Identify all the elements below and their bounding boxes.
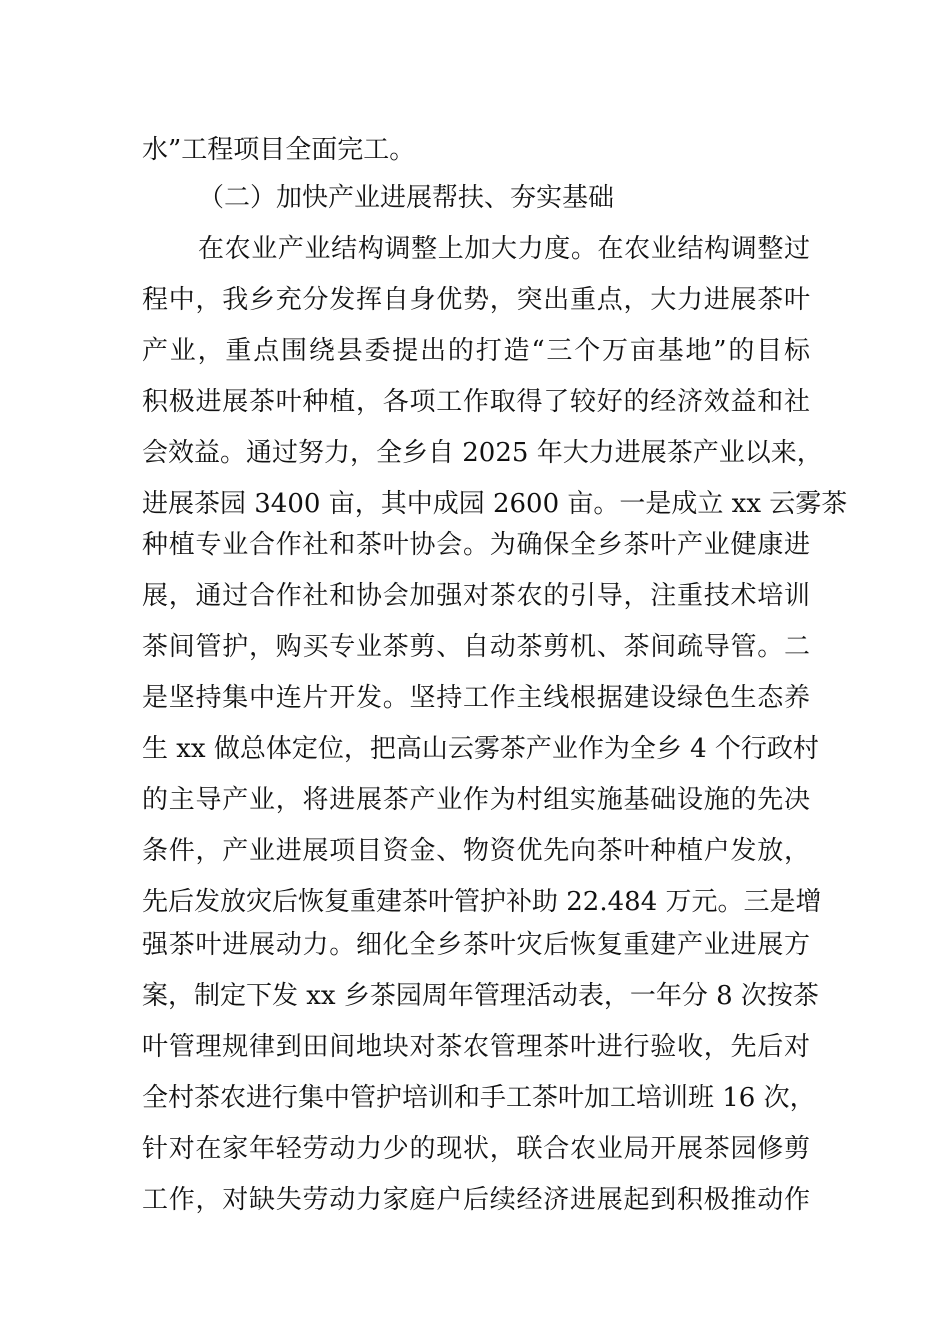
text-line: 先后发放灾后恢复重建茶叶管护补助 22.484 万元。三是增: [142, 887, 822, 917]
text-line: 工作，对缺失劳动力家庭户后续经济进展起到积极推动作: [142, 1185, 810, 1215]
text-line: 会效益。通过努力，全乡自 2025 年大力进展茶产业以来，: [142, 438, 823, 468]
text-line: 程中，我乡充分发挥自身优势，突出重点，大力进展茶叶: [142, 285, 810, 315]
text-line: 产业，重点围绕县委提出的打造“三个万亩基地”的目标: [142, 336, 810, 366]
text-line: 针对在家年轻劳动力少的现状，联合农业局开展茶园修剪: [142, 1134, 810, 1164]
text-line: 是坚持集中连片开发。坚持工作主线根据建设绿色生态养: [142, 683, 810, 713]
text-line: 生 xx 做总体定位，把高山云雾茶产业作为全乡 4 个行政村: [142, 734, 819, 764]
text-line: 积极进展茶叶种植，各项工作取得了较好的经济效益和社: [142, 387, 810, 417]
text-line: 种植专业合作社和茶叶协会。为确保全乡茶叶产业健康进: [142, 530, 810, 560]
text-line: 的主导产业，将进展茶产业作为村组实施基础设施的先决: [142, 785, 810, 815]
text-line: 在农业产业结构调整上加大力度。在农业结构调整过: [198, 234, 810, 264]
text-line: 叶管理规律到田间地块对茶农管理茶叶进行验收，先后对: [142, 1032, 810, 1062]
text-line: 全村茶农进行集中管护培训和手工茶叶加工培训班 16 次，: [142, 1083, 816, 1113]
text-line: 茶间管护，购买专业茶剪、自动茶剪机、茶间疏导管。二: [142, 632, 810, 662]
text-line: 条件，产业进展项目资金、物资优先向茶叶种植户发放，: [142, 836, 810, 866]
text-line: 进展茶园 3400 亩，其中成园 2600 亩。一是成立 xx 云雾茶: [142, 489, 848, 519]
text-line: 案，制定下发 xx 乡茶园周年管理活动表，一年分 8 次按茶: [142, 981, 819, 1011]
text-line: 展，通过合作社和协会加强对茶农的引导，注重技术培训: [142, 581, 810, 611]
text-line: 强茶叶进展动力。细化全乡茶叶灾后恢复重建产业进展方: [142, 930, 810, 960]
text-line: 水”工程项目全面完工。: [142, 135, 416, 165]
section-heading: （二）加快产业进展帮扶、夯实基础: [198, 183, 615, 213]
